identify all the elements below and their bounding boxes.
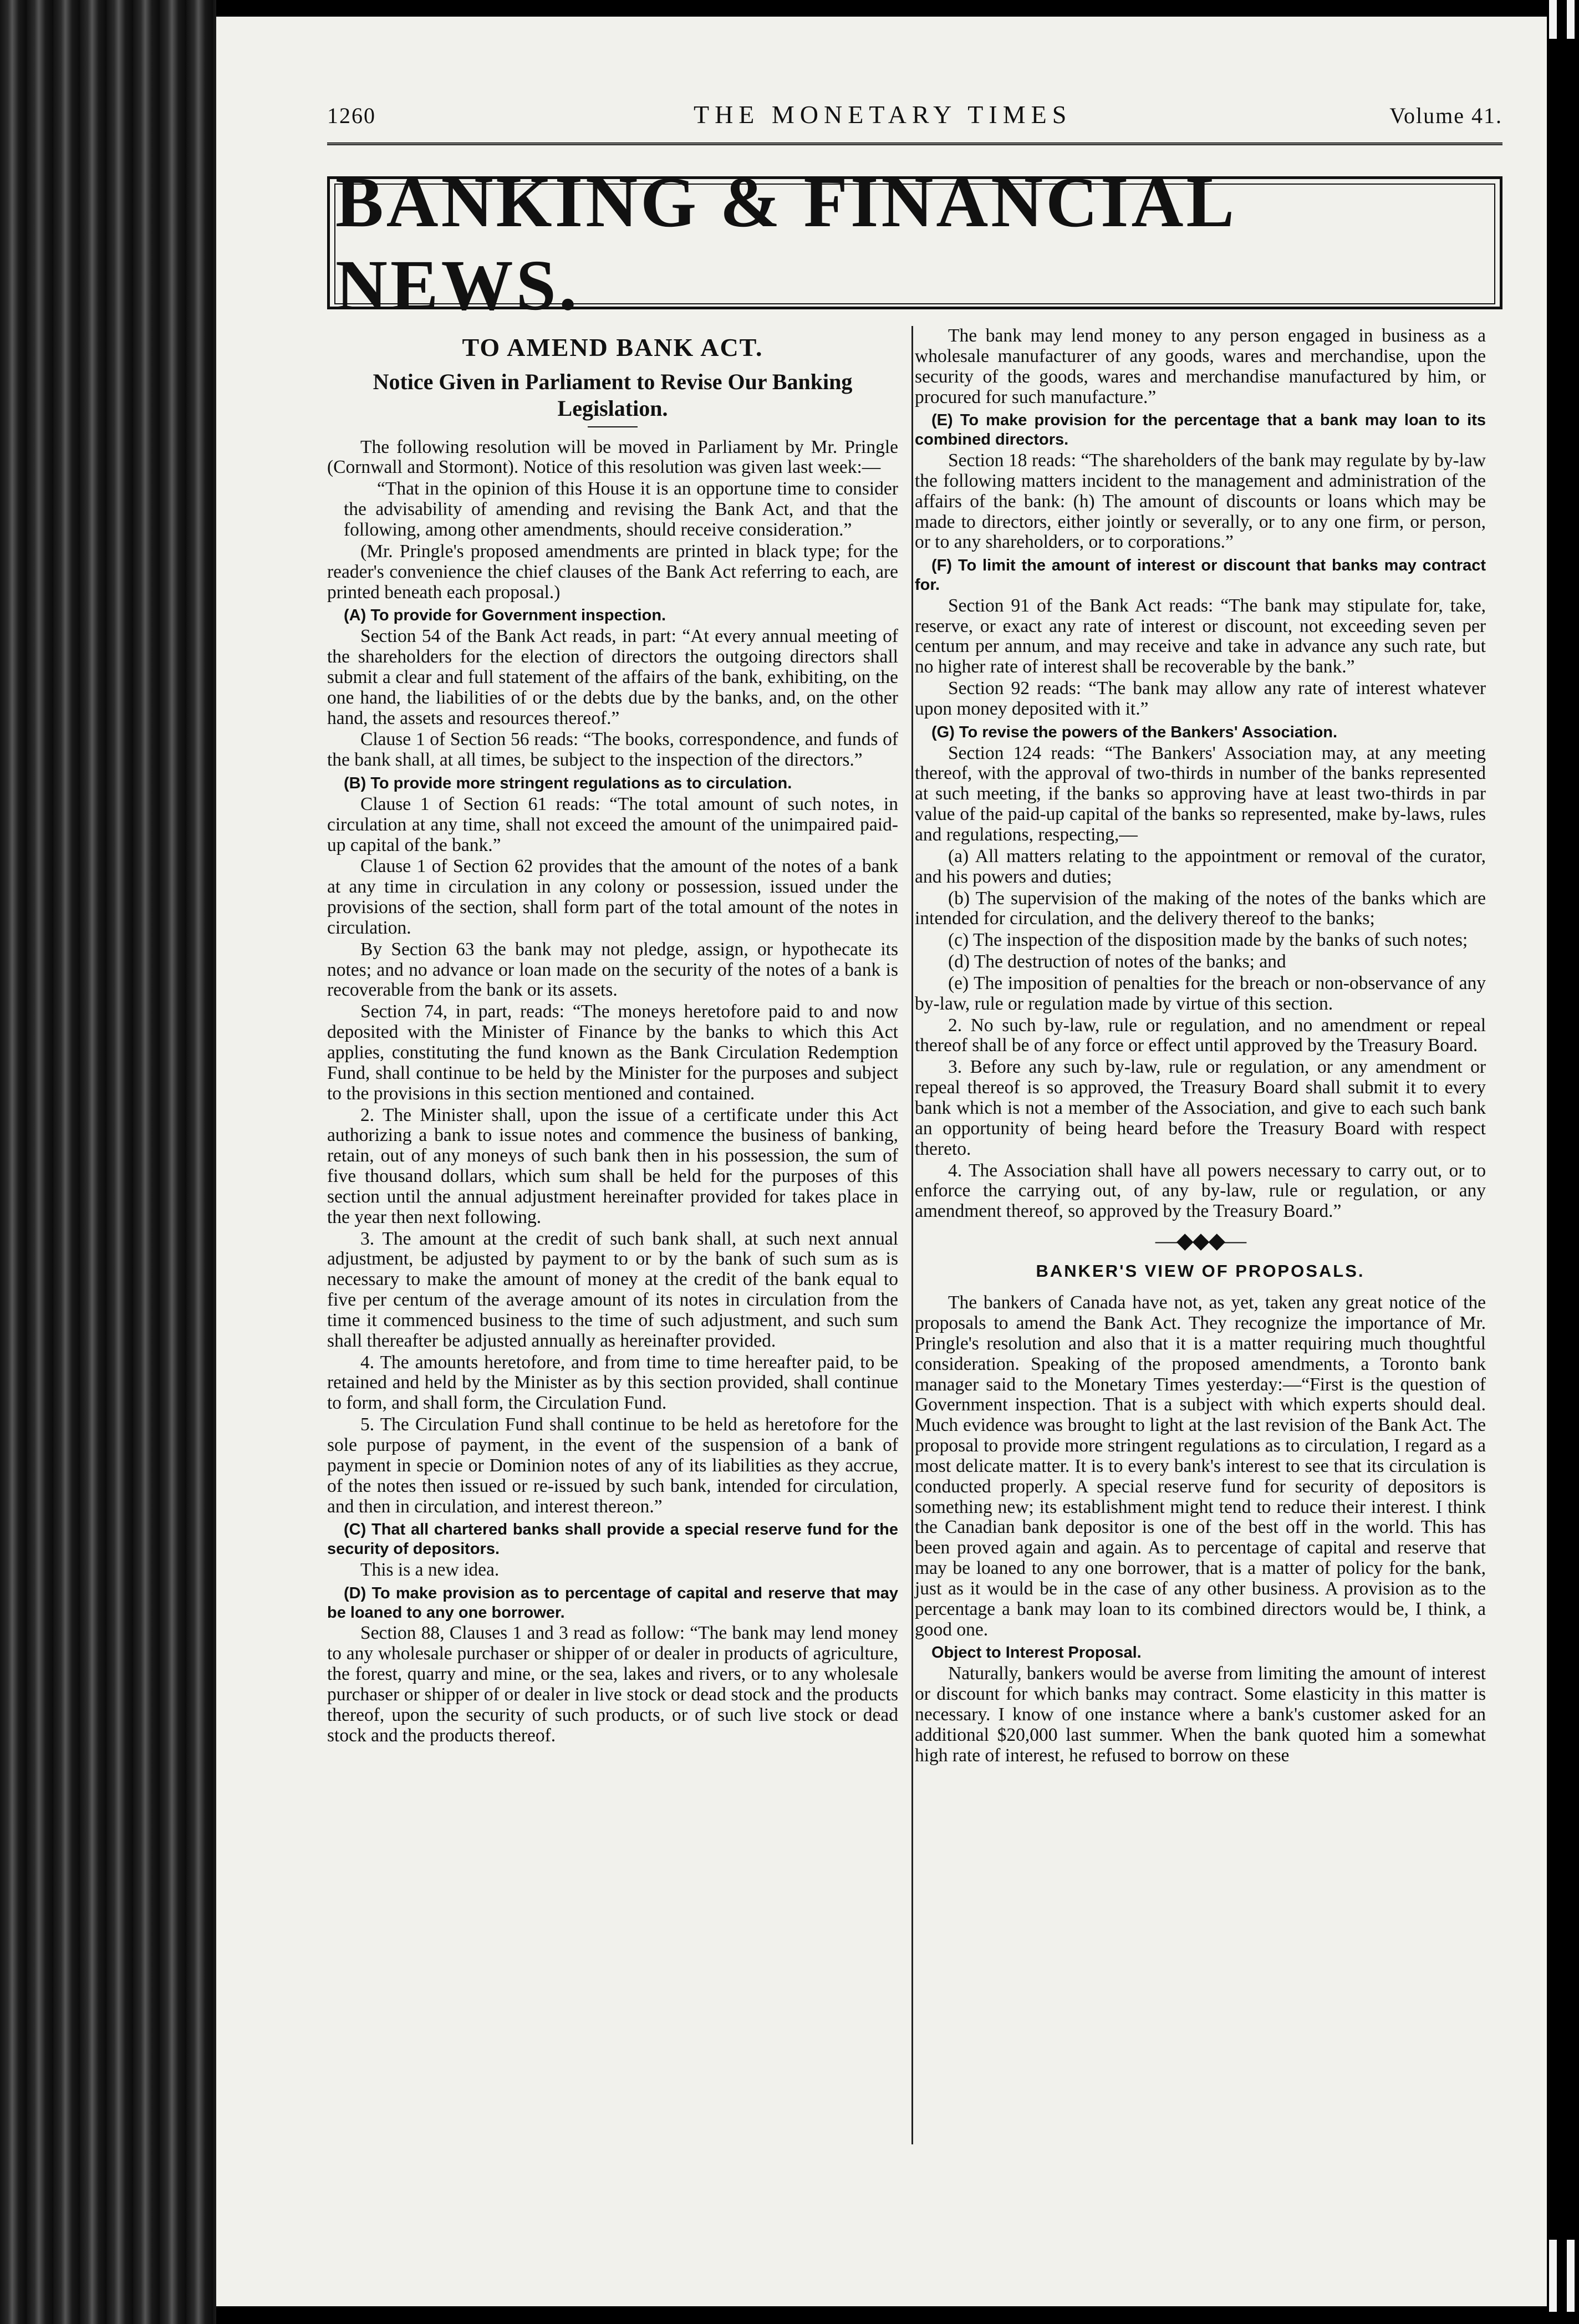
- list-item: (c) The inspection of the disposition made by the banks of such notes;: [948, 930, 1468, 951]
- paragraph: 5. The Circulation Fund shall continue to be held as heretofore for the sole purpose of payment, in the event of the suspension of a bank of payment in specie or Dominion notes of any of its liabilities as they accrue, of the notes then issued or re-issued by such bank, intended for circulation, and then in circulation, and interest thereon.”: [327, 1414, 898, 1517]
- left-column-body: [327, 437, 898, 1746]
- clause-heading: (D) To make provision as to percentage of capital and reserve that may be loaned to any one borrower.: [327, 1584, 898, 1622]
- paragraph: Naturally, bankers would be averse from limiting the amount of interest or discount for which banks may contract. Some elasticity in this matter is necessary. I know of one instance where a bank's customer asked for an additional $20,000 last summer. When the bank quoted him a somewhat high rate of interest, he refused to borrow on these: [915, 1663, 1486, 1766]
- article-subtitle: Notice Given in Parliament to Revise Our Banking Legislation.: [373, 369, 853, 421]
- column-divider: [911, 326, 913, 2144]
- paragraph: Section 18 reads: “The shareholders of the bank may regulate by by-law the following matters incident to the management and administration of the affairs of the bank: (h) The amount of discounts or loans which may be made to directors, either jointly or severally, or to any one firm, or person, or to any shareholders, or to corporations.”: [915, 450, 1486, 553]
- paragraph: Clause 1 of Section 62 provides that the amount of the notes of a bank at any time in circulation in any colony or possession, issued under the provisions of the section, shall form part of the total amount of the notes in circulation.: [327, 856, 898, 938]
- running-header: [327, 100, 1502, 145]
- paragraph: The bankers of Canada have not, as yet, taken any great notice of the proposals to amend the Bank Act. They recognize the importance of Mr. Pringle's resolution and also that it is a matter requiring much thoughtful consideration. Speaking of the proposed amendments, a Toronto bank manager said to the Monetary Times yesterday:—“First is the question of Government inspection. That is a subject with which experts should deal. Much evidence was brought to light at the last revision of the Bank Act. The proposal to provide more stringent regulations as to circulation, I regard as a most delicate matter. It is to every bank's interest to see that its circulation is conducted properly. A special reserve fund for security of depositors is something new; its establishment might tend to reduce their interest. I think the Canadian bank depositor is one of the best off in the world. This has been proved again and again. As to percentage of capital and reserve that may be loaned to any one borrower, that is a matter of policy for the bank, just as it would be in the case of any other business. A provision as to the percentage a bank may loan to its combined directors would be, I think, a good one.: [915, 1292, 1486, 1640]
- list-item: (b) The supervision of the making of the notes of the banks which are intended for circulation, and the delivery thereof to the banks;: [915, 888, 1486, 929]
- paragraph: Section 92 reads: “The bank may allow any rate of interest whatever upon money deposited with it.”: [915, 678, 1486, 719]
- paragraph: Section 124 reads: “The Bankers' Association may, at any meeting thereof, with the approval of two-thirds in number of the banks represented at such meeting, if the banks so approving have at least two-thirds in par value of the paid-up capital of the banks so represented, make by-laws, rules and regulations, respecting,—: [915, 742, 1486, 845]
- list-item: (d) The destruction of notes of the banks; and: [948, 951, 1286, 972]
- clause-heading: (G) To revise the powers of the Bankers' Association.: [931, 723, 1338, 741]
- paragraph: 4. The Association shall have all powers necessary to carry out, or to enforce the carrying out, of any by-law, rule or regulation, or any amendment thereof, so approved by the Treasury Board.”: [915, 1160, 1486, 1222]
- paragraph: This is a new idea.: [360, 1559, 500, 1580]
- paragraph: 3. The amount at the credit of such bank shall, at such next annual adjustment, be adjusted by payment to or by the bank of such sum as is necessary to make the amount of money at the credit of the bank equal to five per centum of the average amount of its notes in circulation from the time it commenced business to the time of such adjustment, and such sum shall thereafter be adjusted annually as hereinafter provided.: [327, 1228, 898, 1351]
- section-ornament: —◆◆◆—: [1155, 1228, 1246, 1253]
- newspaper-page: [216, 17, 1547, 2306]
- paragraph: 2. The Minister shall, upon the issue of a certificate under this Act authorizing a bank to issue notes and commence the business of banking, retain, out of any moneys of such bank then in his possession, the sum of five thousand dollars, which sum shall be held for the purposes of this section until the annual adjustment hereinafter provided for takes place in the year then next following.: [327, 1104, 898, 1227]
- paragraph: The following resolution will be moved in Parliament by Mr. Pringle (Cornwall and Stormont). Notice of this resolution was given last week:—: [327, 436, 898, 478]
- section-masthead: [327, 162, 1502, 325]
- paragraph: Section 91 of the Bank Act reads: “The bank may stipulate for, take, reserve, or exact any rate of interest or discount, not exceeding seven per centum per annum, and may receive and take in advance any such rate, but no higher rate of interest shall be recoverable by the bank.”: [915, 595, 1486, 677]
- title-rule: [588, 426, 638, 427]
- clause-heading: (A) To provide for Government inspection.: [344, 607, 666, 625]
- paragraph: Clause 1 of Section 56 reads: “The books, correspondence, and funds of the bank shall, at all times, be subject to the inspection of the directors.”: [327, 729, 898, 771]
- left-column: [327, 326, 898, 1767]
- clause-heading: (C) That all chartered banks shall provide a special reserve fund for the security of depositors.: [327, 1521, 898, 1558]
- paragraph: 4. The amounts heretofore, and from time to time hereafter paid, to be retained and held by the Minister as by this section provided, shall continue to form, and shall form, the Circulation Fund.: [327, 1352, 898, 1414]
- clause-heading: Object to Interest Proposal.: [931, 1644, 1142, 1662]
- list-item: (a) All matters relating to the appointment or removal of the curator, and his powers and duties;: [915, 845, 1486, 887]
- volume-label: Volume 41.: [1389, 103, 1502, 128]
- section-title: BANKER'S VIEW OF PROPOSALS.: [1036, 1261, 1365, 1281]
- clause-heading: (F) To limit the amount of interest or discount that banks may contract for.: [915, 557, 1486, 594]
- resolution-quote: “That in the opinion of this House it is an opportune time to consider the advisability of amending and revising the Bank Act, and that the following, among other amendments, should receive consideration.”: [344, 478, 898, 540]
- paragraph: Section 54 of the Bank Act reads, in part: “At every annual meeting of the shareholders for the election of directors the outgoing directors shall submit a clear and full statement of the affairs of the bank, exhibiting, on the one hand, the liabilities of or the debts due by the banks, and, on the other hand, the assets and resources thereof.”: [327, 626, 898, 728]
- masthead-title: BANKING & FINANCIAL NEWS.: [335, 162, 1234, 325]
- journal-title: THE MONETARY TIMES: [693, 100, 1072, 129]
- paragraph: Section 74, in part, reads: “The moneys heretofore paid to and now deposited with the Minister of Finance by the banks to which this Act applies, constituting the fund known as the Bank Circulation Redemption Fund, shall continue to be held by the Minister for the purposes and subject to the provisions in this section mentioned and contained.: [327, 1001, 898, 1104]
- right-column-body: [915, 326, 1486, 1222]
- page-number: 1260: [327, 103, 376, 128]
- section-body: [915, 1293, 1486, 1766]
- paragraph: The bank may lend money to any person engaged in business as a wholesale manufacturer of any goods, wares and merchandise, upon the security of the goods, wares and merchandise manufactured by him, or procured for such manufacture.”: [915, 325, 1486, 407]
- paragraph: 3. Before any such by-law, rule or regulation, or any amendment or repeal thereof is so approved, the Treasury Board shall submit it to every bank which is not a member of the Association, and give to each such bank an opportunity of being heard before the Treasury Board with respect thereto.: [915, 1057, 1486, 1159]
- book-binding-edge: [0, 0, 216, 2324]
- paragraph: Clause 1 of Section 61 reads: “The total amount of such notes, in circulation at any time, shall not exceed the amount of the unimpaired paid-up capital of the bank.”: [327, 793, 898, 855]
- article-columns: [327, 326, 1502, 1767]
- paragraph: (Mr. Pringle's proposed amendments are printed in black type; for the reader's convenience the chief clauses of the Bank Act referring to each, are printed beneath each proposal.): [327, 541, 898, 603]
- scan-border: [1547, 0, 1579, 2324]
- right-column: [915, 326, 1486, 1767]
- article-title: TO AMEND BANK ACT.: [462, 333, 763, 361]
- paragraph: By Section 63 the bank may not pledge, assign, or hypothecate its notes; and no advance or loan made on the security of the notes of a bank is recoverable from the bank or its assets.: [327, 939, 898, 1001]
- clause-heading: (E) To make provision for the percentage that a bank may loan to its combined directors.: [915, 411, 1486, 449]
- paragraph: Section 88, Clauses 1 and 3 read as follow: “The bank may lend money to any wholesale purchaser or shipper of or dealer in products of agriculture, the forest, quarry and mine, or the sea, lakes and rivers, or to any wholesale purchaser or shipper of or dealer in live stock or dead stock and the products thereof, upon the security of such products, or of such live stock or dead stock and the products thereof.: [327, 1623, 898, 1746]
- clause-heading: (B) To provide more stringent regulations as to circulation.: [344, 774, 792, 793]
- list-item: (e) The imposition of penalties for the breach or non-observance of any by-law, rule or regulation made by virtue of this section.: [915, 972, 1486, 1014]
- paragraph: 2. No such by-law, rule or regulation, and no amendment or repeal thereof shall be of any force or effect until approved by the Treasury Board.: [915, 1015, 1486, 1056]
